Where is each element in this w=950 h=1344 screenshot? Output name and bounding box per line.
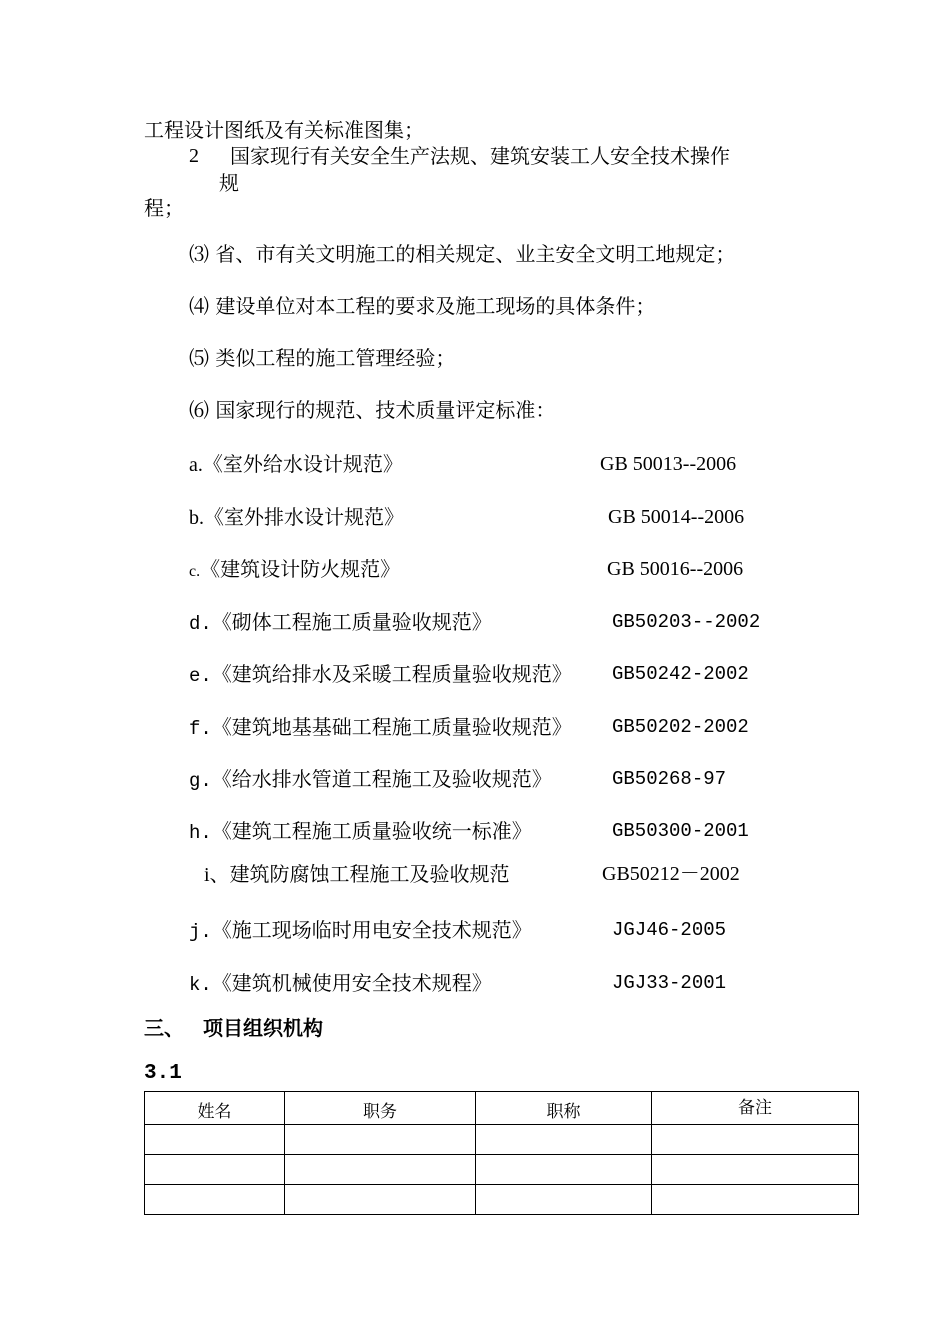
basis-item-6: ⑹ 国家现行的规范、技术质量评定标准： (189, 398, 556, 422)
table-cell (285, 1125, 476, 1155)
table-cell (476, 1125, 652, 1155)
standard-item (189, 767, 552, 793)
standard-code: JGJ33-2001 (612, 972, 727, 994)
standard-prefix: e. (189, 665, 212, 687)
table-cell (145, 1185, 285, 1215)
standard-item (189, 557, 400, 584)
standard-item (189, 971, 492, 997)
standard-name: 《建筑给排水及采暖工程质量验收规范》 (211, 662, 572, 686)
basis-item-2-text: 国家现行有关安全生产法规、建筑安装工人安全技术操作 (230, 144, 730, 168)
subsection-number: 3.1 (144, 1062, 182, 1085)
standard-name: 《建筑机械使用安全技术规程》 (211, 971, 492, 995)
standard-prefix: a. (189, 454, 203, 476)
standard-name: 《给水排水管道工程施工及验收规范》 (211, 767, 552, 791)
standard-item (189, 819, 532, 845)
standard-item (189, 715, 572, 741)
standard-prefix: d. (189, 613, 212, 635)
standard-code: GB50268-97 (612, 768, 727, 790)
standard-name: 《建筑设计防火规范》 (200, 557, 401, 581)
section-heading-title: 项目组织机构 (203, 1016, 323, 1040)
staff-table (144, 1091, 859, 1215)
table-cell (145, 1155, 285, 1185)
standard-code: GB50203--2002 (612, 611, 761, 633)
standard-name: 《建筑工程施工质量验收统一标准》 (211, 819, 532, 843)
standard-item (189, 452, 403, 477)
standard-prefix: c. (189, 563, 201, 580)
section-heading-number: 三、 (144, 1016, 184, 1040)
standard-prefix: h. (189, 822, 212, 844)
table-row (145, 1185, 859, 1215)
standard-name: 建筑防腐蚀工程施工及验收规范 (229, 862, 510, 886)
table-cell (652, 1155, 859, 1185)
standard-code: GB 50013--2006 (600, 453, 737, 475)
standard-name: 《建筑地基基础工程施工质量验收规范》 (211, 715, 572, 739)
table-cell (652, 1125, 859, 1155)
table-cell (476, 1185, 652, 1215)
basis-item-3: ⑶ 省、市有关文明施工的相关规定、业主安全文明工地规定； (189, 242, 736, 266)
standard-name: 《室外给水设计规范》 (202, 452, 403, 476)
standard-prefix: j. (189, 921, 212, 943)
column-header-position: 职务 (285, 1092, 476, 1125)
table-cell (285, 1185, 476, 1215)
standard-name: 《砌体工程施工质量验收规范》 (211, 610, 492, 634)
standard-code: GB50212－2002 (602, 863, 740, 885)
standard-code: GB 50014--2006 (608, 506, 745, 528)
standard-name: 《室外排水设计规范》 (204, 505, 404, 529)
standard-code: JGJ46-2005 (612, 919, 727, 941)
basis-item-2-number: 2 (189, 145, 199, 167)
table-cell (652, 1185, 859, 1215)
standard-item (204, 862, 510, 887)
standard-code: GB50202-2002 (612, 716, 749, 738)
standard-prefix: g. (189, 770, 212, 792)
standard-prefix: k. (189, 974, 212, 996)
basis-item-4: ⑷ 建设单位对本工程的要求及施工现场的具体条件； (189, 294, 656, 318)
standard-code: GB50300-2001 (612, 820, 749, 842)
table-cell (145, 1125, 285, 1155)
basis-item-2-continuation: 规 (219, 171, 239, 195)
standard-prefix: i、 (204, 864, 230, 886)
standard-item (189, 610, 492, 636)
table-cell (476, 1155, 652, 1185)
standard-item (189, 918, 532, 944)
column-header-remarks: 备注 (652, 1092, 859, 1125)
standard-item (189, 505, 404, 530)
standard-prefix: f. (189, 718, 212, 740)
standard-name: 《施工现场临时用电安全技术规范》 (211, 918, 532, 942)
table-row (145, 1155, 859, 1185)
standard-code: GB 50016--2006 (607, 558, 744, 580)
table-row (145, 1125, 859, 1155)
table-cell (285, 1155, 476, 1185)
standard-item (189, 662, 572, 688)
column-header-name: 姓名 (145, 1092, 285, 1125)
column-header-title: 职称 (476, 1092, 652, 1125)
basis-line-1: 工程设计图纸及有关标准图集； (144, 118, 424, 142)
basis-item-5: ⑸ 类似工程的施工管理经验； (189, 346, 456, 370)
standard-code: GB50242-2002 (612, 663, 749, 685)
basis-item-2-wrap: 程； (144, 196, 184, 220)
table-header-row (145, 1092, 859, 1125)
standard-prefix: b. (189, 507, 204, 529)
